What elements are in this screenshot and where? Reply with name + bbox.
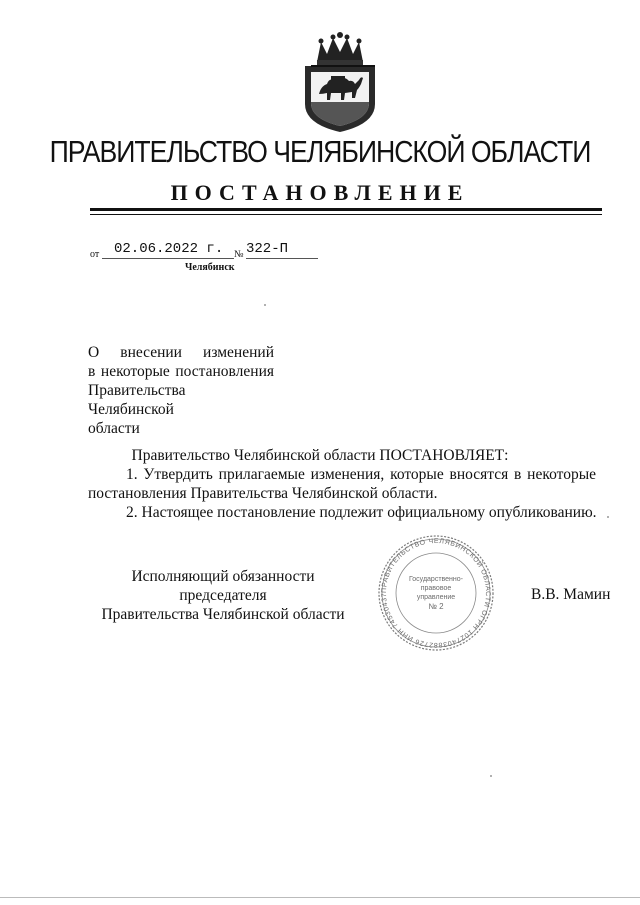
government-title: ПРАВИТЕЛЬСТВО ЧЕЛЯБИНСКОЙ ОБЛАСТИ: [49, 134, 591, 169]
date-number-row: [88, 241, 328, 263]
stamp-outer-text: ПРАВИТЕЛЬСТВО ЧЕЛЯБИНСКОЙ ОБЛАСТИ ОГРН 1027403882726 ИНН 74530437: [380, 537, 492, 649]
subject-line: Правительства Челябинской: [88, 382, 186, 418]
scan-speck: [490, 775, 492, 777]
signatory-title: [88, 567, 358, 624]
decree-line: Правительство Челябинской области ПОСТАНОВЛЯЕТ:: [131, 447, 509, 464]
document-type: ПОСТАНОВЛЕНИЕ: [170, 180, 470, 205]
signatory-name: В.В. Мамин: [531, 586, 611, 603]
document-date: 02.06.2022 г.: [114, 241, 224, 257]
header-rule-thin: [90, 214, 602, 215]
page-edge: [0, 897, 640, 898]
date-prefix: от: [90, 249, 100, 260]
signatory-title-line: Правительства Челябинской области: [101, 606, 345, 623]
document-subject: [88, 343, 274, 438]
scan-speck: [607, 516, 609, 518]
scan-speck: [264, 304, 266, 306]
stamp-inner-line: правовое: [420, 585, 452, 592]
city: Челябинск: [185, 262, 235, 273]
stamp-inner-line: № 2: [428, 602, 444, 611]
date-underline: [102, 258, 234, 259]
official-stamp: [376, 533, 496, 653]
coat-of-arms-icon: [297, 32, 383, 134]
document-number: 322-П: [246, 241, 289, 257]
subject-line: в некоторые постановления: [88, 363, 274, 380]
stamp-inner-line: Государственно-: [408, 576, 464, 583]
subject-line: О внесении изменений: [88, 344, 274, 361]
signatory-title-line: Исполняющий обязанности председателя: [131, 568, 315, 604]
stamp-inner-line: управление: [416, 594, 456, 601]
number-prefix: №: [234, 249, 244, 260]
number-underline: [246, 258, 318, 259]
subject-line: области: [88, 420, 140, 437]
item-1-line-2: постановления Правительства Челябинской области.: [88, 485, 438, 502]
item-2: 2. Настоящее постановление подлежит официальному опубликованию.: [126, 504, 597, 521]
header-rule-thick: [90, 208, 602, 211]
item-1-line-1: 1. Утвердить прилагаемые изменения, которые вносятся в некоторые: [126, 466, 596, 483]
